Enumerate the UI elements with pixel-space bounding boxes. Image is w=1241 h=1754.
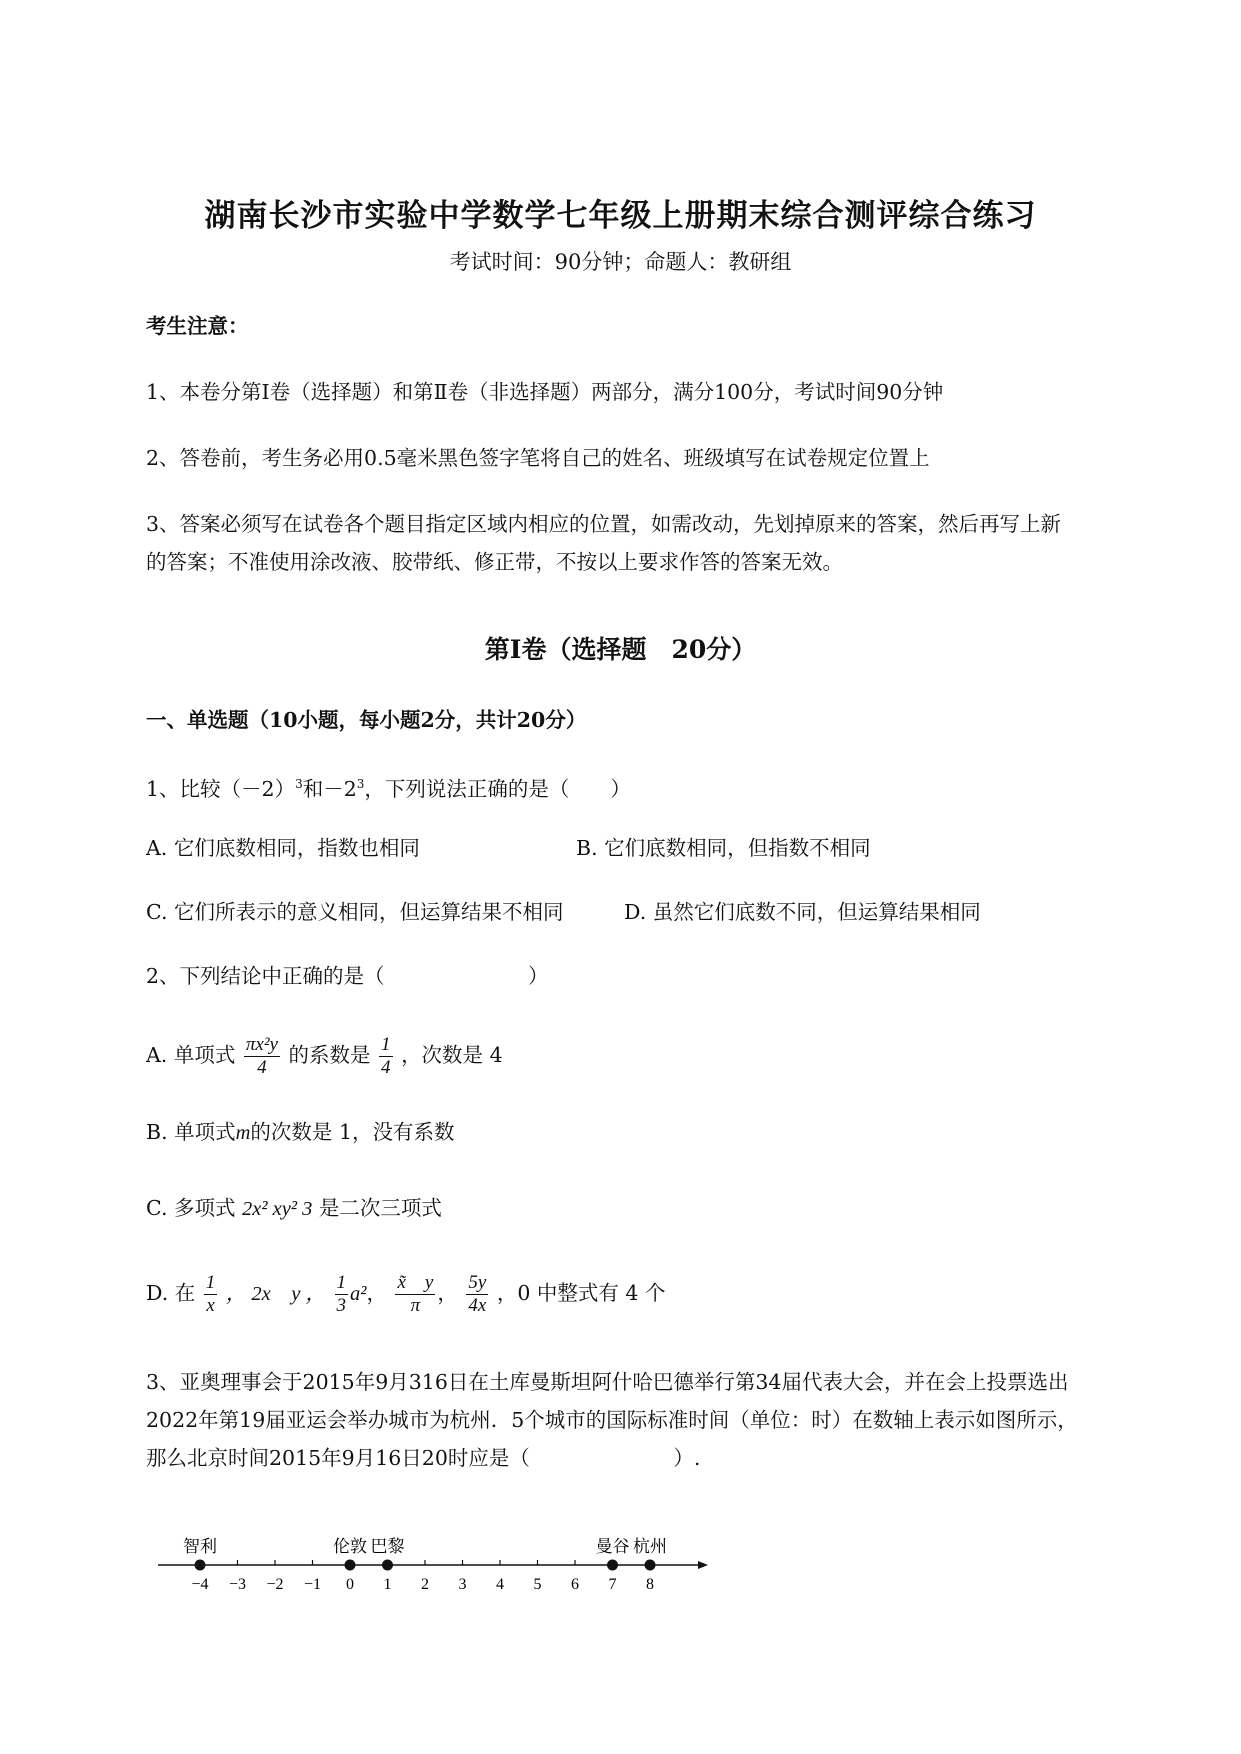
tick-label: 7 xyxy=(608,1576,617,1593)
city-label: 杭州 xyxy=(633,1537,667,1557)
question-2-option-c: C. 多项式 2x² xy² 3 是二次三项式 xyxy=(146,1196,442,1220)
tick-label: 1 xyxy=(383,1576,392,1593)
fraction: $\frac{x̃ y}{\pi}$ xyxy=(397,1272,434,1316)
tick-label: 0 xyxy=(346,1576,354,1593)
question-1-option-a: A. 它们底数相同，指数也相同 xyxy=(146,836,420,860)
city-label: 智利 xyxy=(183,1537,217,1557)
question-2-stem: 2、下列结论中正确的是（ ） xyxy=(146,964,549,988)
fraction: $\frac{1}{3}$ xyxy=(336,1272,347,1316)
tick-label: −1 xyxy=(303,1576,322,1593)
fraction: $\frac{1}{x}$ xyxy=(205,1272,216,1316)
tick-label: −4 xyxy=(191,1576,209,1593)
notice-item-2: 2、答卷前，考生务必用0.5毫米黑色签字笔将自己的姓名、班级填写在试卷规定位置上 xyxy=(146,446,930,470)
notice-item-1: 1、本卷分第Ⅰ卷（选择题）和第Ⅱ卷（非选择题）两部分，满分100分，考试时间90分钟 xyxy=(146,380,944,404)
page-title: 湖南长沙市实验中学数学七年级上册期末综合测评综合练习 xyxy=(204,198,1037,234)
exam-info: 考试时间：90分钟；命题人：教研组 xyxy=(449,250,792,274)
question-2-option-d: D. 在 $\frac{1}{x}$ ， 2x y ， $\frac{1}{3}$ a²， $\frac{x̃ y}{\pi}$ ， $\frac{5y}{4x}$ ，0 中整式有 4 个 xyxy=(146,1272,666,1316)
tick-label: −2 xyxy=(266,1576,284,1593)
question-3-line-1: 3、亚奥理事会于2015年9月316日在土库曼斯坦阿什哈巴德举行第34届代表大会，并在会上投票选出 xyxy=(146,1370,1069,1394)
notice-heading: 考生注意： xyxy=(146,314,249,338)
arrow-head-icon xyxy=(698,1561,708,1569)
city-point xyxy=(607,1560,618,1571)
question-3-line-2: 2022年第19届亚运会举办城市为杭州．5个城市的国际标准时间（单位：时）在数轴上表示如图所示， xyxy=(146,1408,1078,1432)
tick-label: 5 xyxy=(533,1576,542,1593)
question-1-stem: 1、比较$(-2)^3$和$-2^3$，下列说法正确的是（ ） xyxy=(146,776,631,801)
section-title: 第Ⅰ卷（选择题 20分） xyxy=(484,635,757,664)
fraction: $\frac{\text{πx²y}}{4}$ xyxy=(245,1034,278,1078)
city-point xyxy=(195,1560,206,1571)
city-point xyxy=(645,1560,656,1571)
tick-label: 2 xyxy=(421,1576,429,1593)
fraction: $\frac{5y}{4x}$ xyxy=(468,1272,487,1316)
question-1-option-d: D. 虽然它们底数不同，但运算结果相同 xyxy=(624,900,981,924)
city-label: 曼谷 xyxy=(595,1537,630,1557)
tick-label: 6 xyxy=(571,1576,579,1593)
part-heading: 一、单选题（10小题，每小题2分，共计20分） xyxy=(146,708,587,732)
number-line-figure xyxy=(150,1520,710,1610)
city-label: 巴黎 xyxy=(370,1537,405,1557)
city-point xyxy=(382,1560,393,1571)
question-1-option-c: C. 它们所表示的意义相同，但运算结果不相同 xyxy=(146,900,564,924)
notice-item-3: 3、答案必须写在试卷各个题目指定区域内相应的位置，如需改动，先划掉原来的答案，然后再写上新 xyxy=(146,512,1062,536)
city-point xyxy=(345,1560,356,1571)
tick-label: −3 xyxy=(228,1576,247,1593)
question-2-option-b: B. 单项式m的次数是 1，没有系数 xyxy=(146,1120,455,1144)
question-3-line-3: 那么北京时间2015年9月16日20时应是（ ）. xyxy=(146,1446,701,1470)
city-label: 伦敦 xyxy=(333,1537,367,1557)
tick-label: 3 xyxy=(458,1576,467,1593)
question-2-option-a: A. 单项式 $\frac{\text{πx²y}}{4}$ 的系数是 $\frac{1}{4}$ ，次数是 4 xyxy=(146,1034,503,1078)
fraction: $\frac{1}{4}$ xyxy=(381,1034,391,1078)
question-1-option-b: B. 它们底数相同，但指数不相同 xyxy=(576,836,871,860)
notice-item-3-cont: 的答案；不准使用涂改液、胶带纸、修正带，不按以上要求作答的答案无效。 xyxy=(146,550,843,574)
tick-label: 4 xyxy=(496,1576,504,1593)
tick-label: 8 xyxy=(646,1576,654,1593)
